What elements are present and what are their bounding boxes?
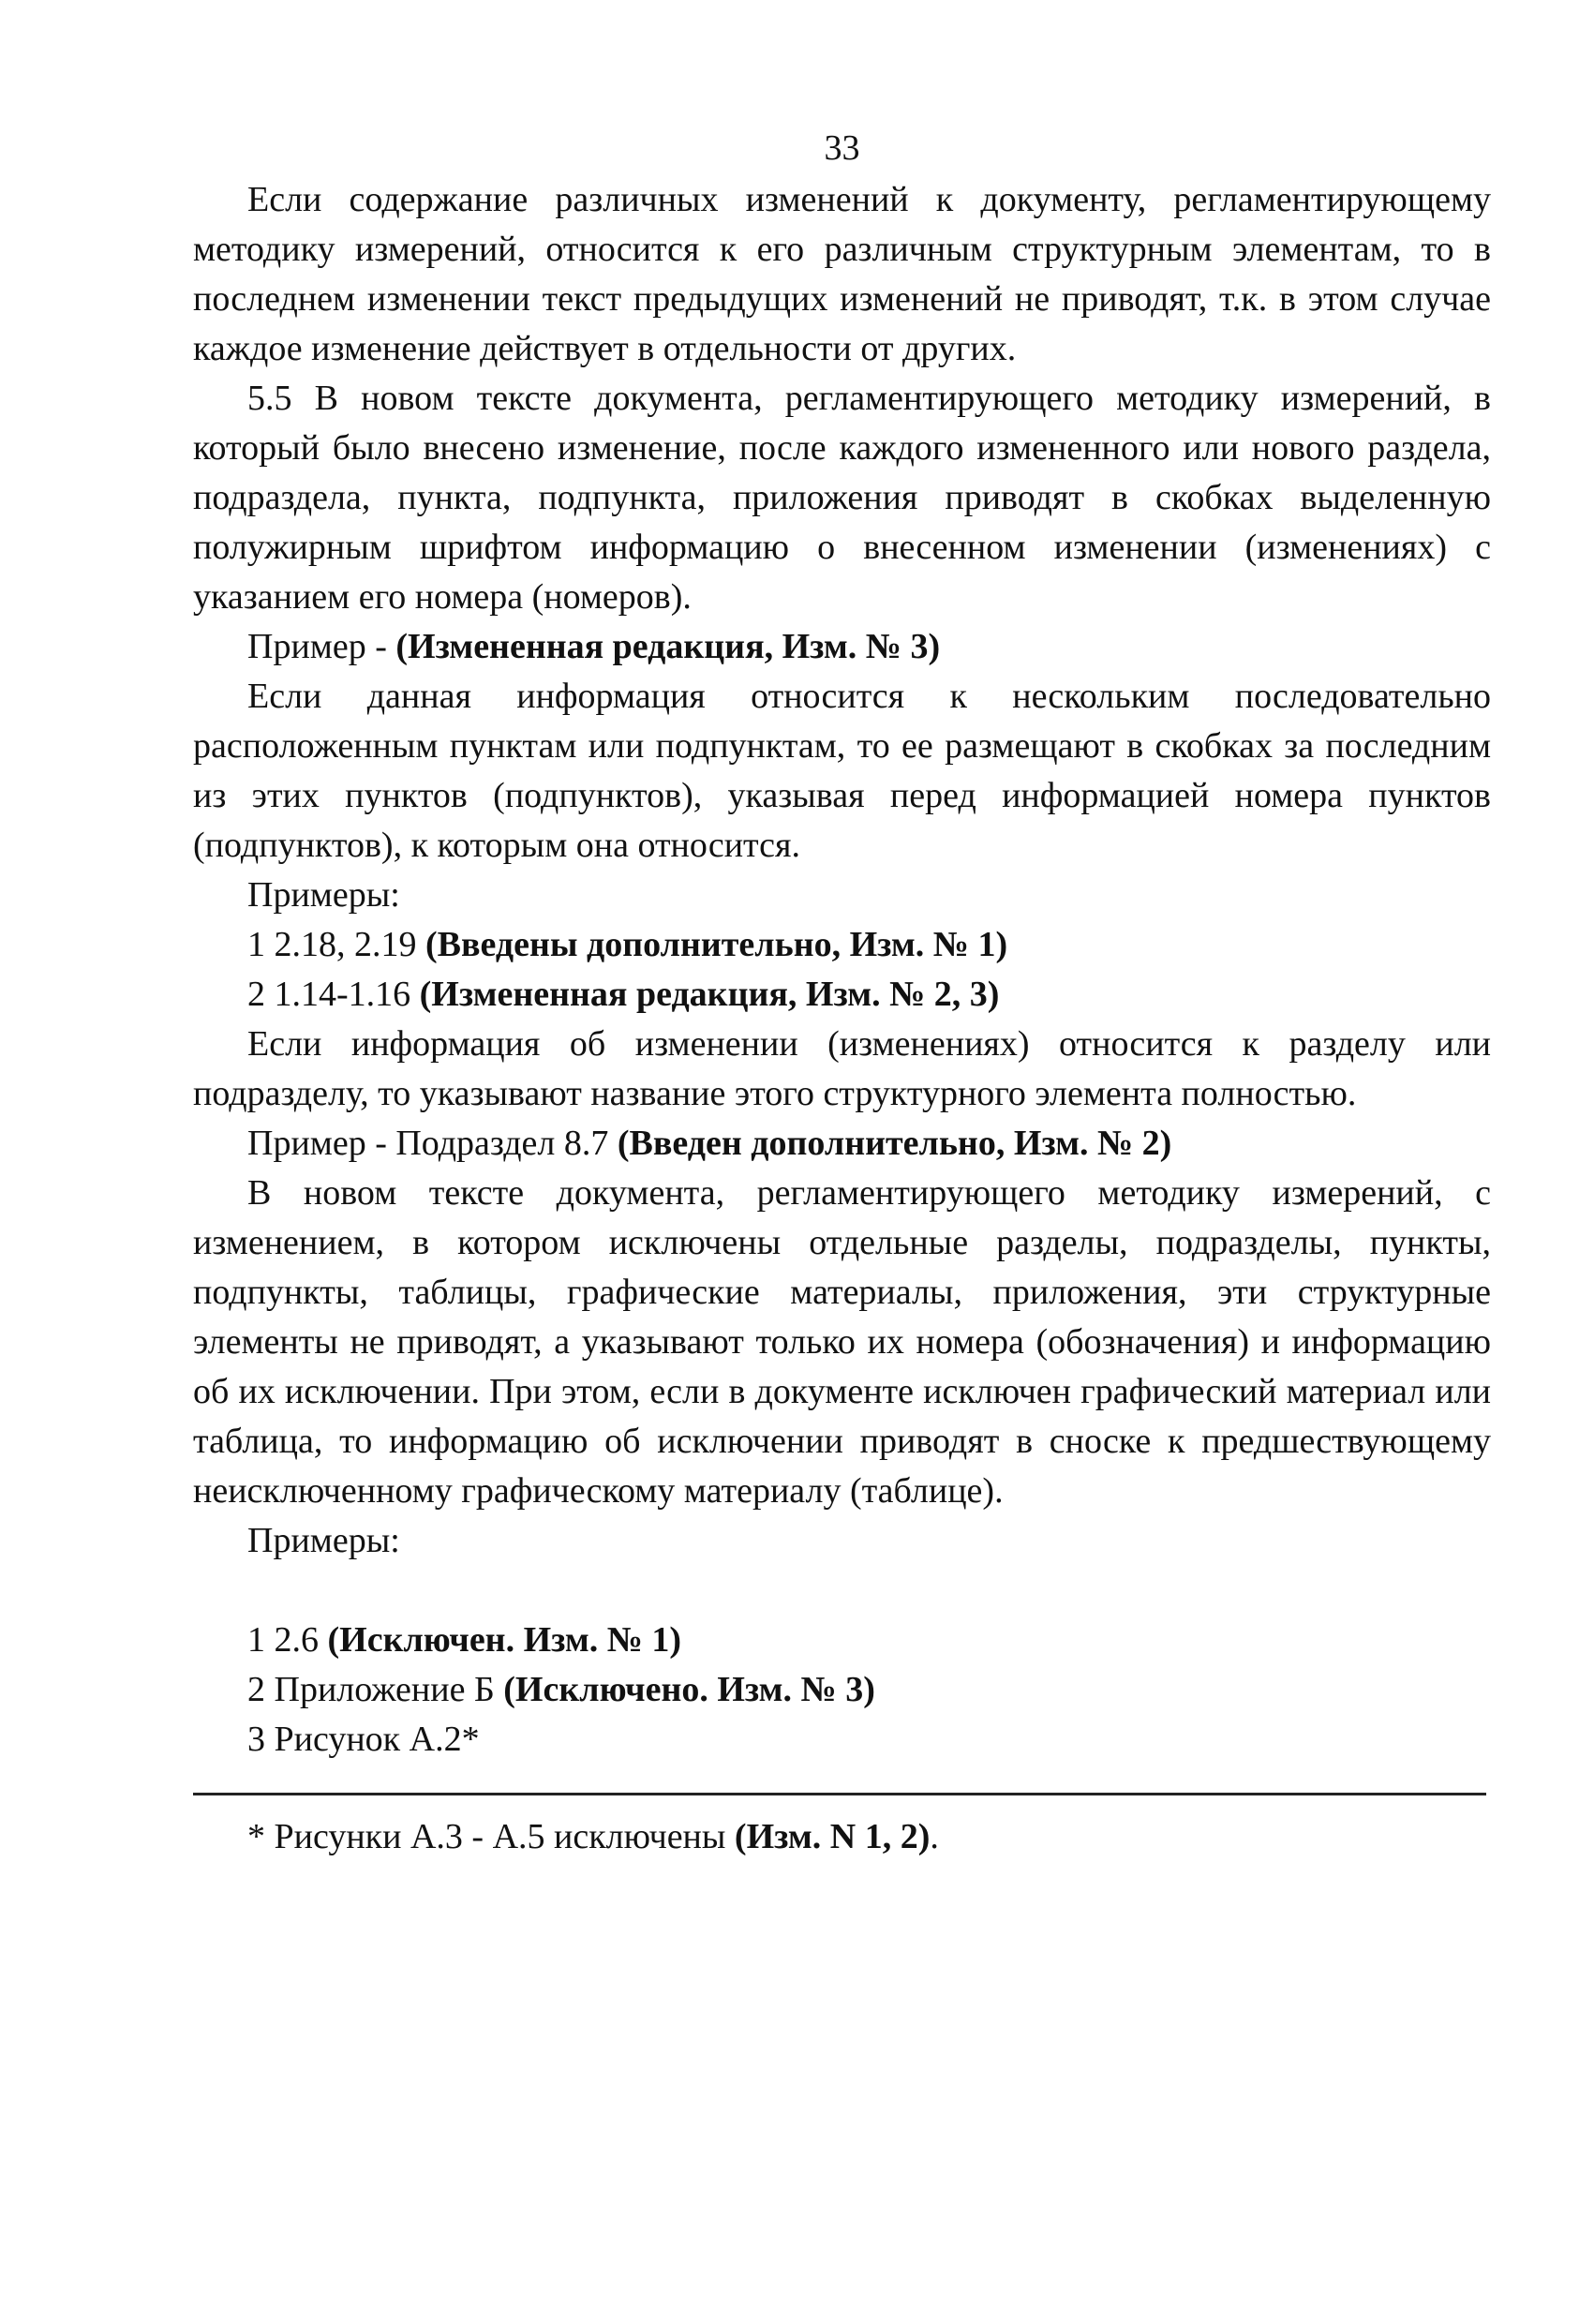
footnote: * Рисунки А.3 - А.5 исключены (Изм. N 1, 2). xyxy=(247,1817,939,1856)
paragraph-5-5: 5.5 В новом тексте документа, регламентирующего методику измерений, в который было внесено изменение, после каждого измененного или нового раздела, подраздела, пункта, подпункта, приложения приводят в скобках выделенную полужирным шрифтом информацию о внесенном изменении (изменениях) с указанием его номера (номеров). xyxy=(193,379,1491,617)
footnote-divider xyxy=(193,1793,1486,1795)
spacer xyxy=(193,1566,1491,1616)
paragraph-changes-structure: Если содержание различных изменений к документу, регламентирующему методику измерений, относится к его различным структурным элементам, то в последнем изменении текст предыдущих изменений не приводят, т.к. в этом случае каждое изменение действует в отдельности от других. xyxy=(193,180,1491,368)
example-revised-edition: Пример - (Измененная редакция, Изм. № 3) xyxy=(247,627,941,666)
example-item: 2 1.14-1.16 (Измененная редакция, Изм. № 2, 3) xyxy=(247,975,1000,1014)
examples-label: Примеры: xyxy=(247,1521,400,1560)
paragraph-sequential-items: Если данная информация относится к нескольким последовательно расположенным пунктам или подпунктам, то ее размещают в скобках за последним из этих пунктов (подпунктов), указывая перед информацией номера пунктов (подпунктов), к которым она относится. xyxy=(193,677,1491,865)
example-subsection: Пример - Подраздел 8.7 (Введен дополнительно, Изм. № 2) xyxy=(247,1124,1172,1163)
example-item: 2 Приложение Б (Исключено. Изм. № 3) xyxy=(247,1670,875,1709)
paragraph-section-change: Если информация об изменении (изменениях) относится к разделу или подразделу, то указывают название этого структурного элемента полностью. xyxy=(193,1024,1491,1113)
example-item: 1 2.6 (Исключен. Изм. № 1) xyxy=(247,1620,682,1660)
example-item: 1 2.18, 2.19 (Введены дополнительно, Изм. № 1) xyxy=(247,925,1008,964)
page-number: 33 xyxy=(824,128,860,168)
document-page xyxy=(193,124,1491,1862)
paragraph-excluded-elements: В новом тексте документа, регламентирующего методику измерений, с изменением, в котором исключены отдельные разделы, подразделы, пункты, подпункты, таблицы, графические материалы, приложения, эти структурные элементы не приводят, а указывают только их номера (обозначения) и информацию об их исключении. При этом, если в документе исключен графический материал или таблица, то информацию об исключении приводят в сноске к предшествующему неисключенному графическому материалу (таблице). xyxy=(193,1173,1491,1511)
example-item: 3 Рисунок А.2* xyxy=(247,1720,480,1759)
examples-label: Примеры: xyxy=(247,875,400,915)
